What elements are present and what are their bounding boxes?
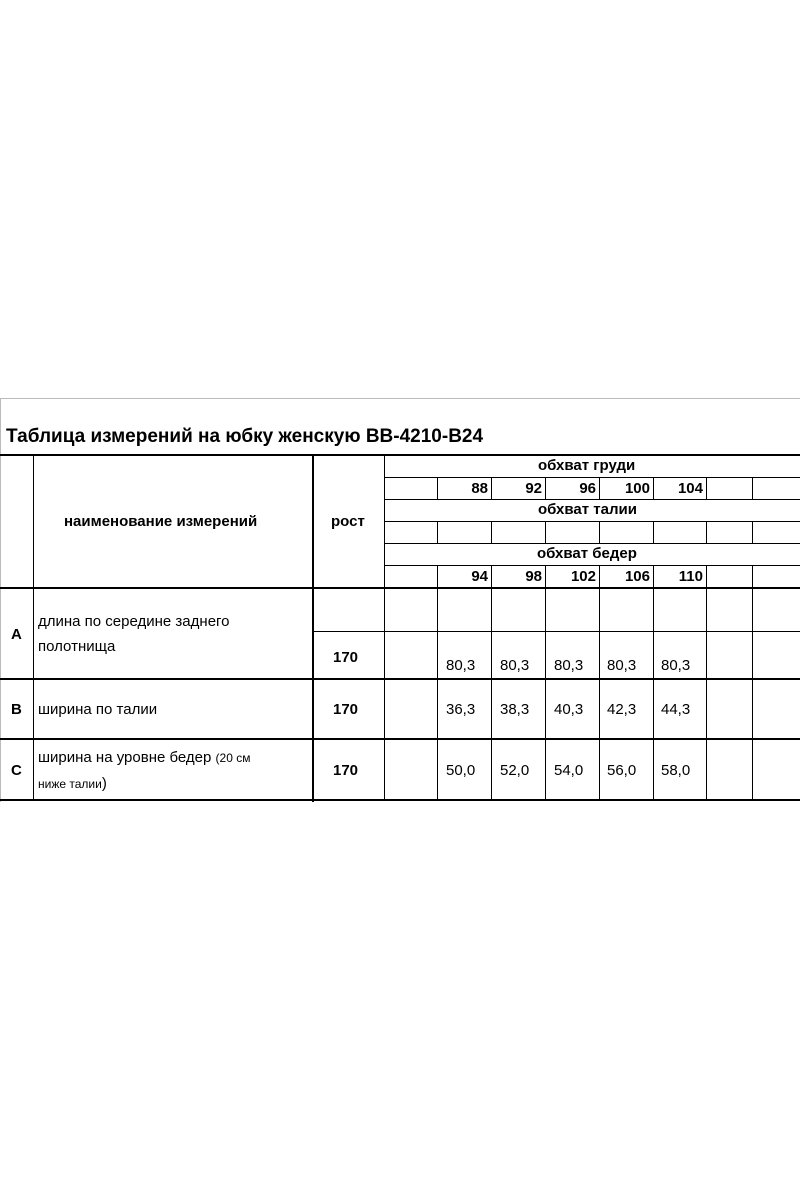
sheet-top-border xyxy=(0,398,800,399)
row-c-letter: C xyxy=(11,762,22,779)
row-b-value-4: 42,3 xyxy=(607,701,637,718)
row-b-height: 170 xyxy=(333,701,359,718)
col-divider-7 xyxy=(752,477,753,800)
row-c-value-2: 52,0 xyxy=(500,762,530,779)
name-column-header: наименование измерений xyxy=(64,513,258,530)
measurement-sheet xyxy=(0,398,800,802)
hips-size-98: 98 xyxy=(525,568,542,585)
hdr-line-1 xyxy=(384,477,800,478)
chest-size-104: 104 xyxy=(677,480,703,497)
row-a-value-3: 80,3 xyxy=(554,657,584,674)
row-c-value-3: 54,0 xyxy=(554,762,584,779)
row-b-letter: B xyxy=(11,701,22,718)
sheet-left-border xyxy=(0,398,1,802)
col-divider-5 xyxy=(653,477,654,800)
waist-label: обхват талии xyxy=(538,501,637,518)
row-b-bottom xyxy=(0,738,800,740)
col-divider-letter xyxy=(33,455,34,800)
hips-size-102: 102 xyxy=(570,568,596,585)
row-a-letter: A xyxy=(11,626,22,643)
row-b-value-3: 40,3 xyxy=(554,701,584,718)
col-divider-1 xyxy=(437,477,438,800)
row-a-split xyxy=(312,631,800,632)
row-b-value-5: 44,3 xyxy=(661,701,691,718)
hips-size-106: 106 xyxy=(624,568,650,585)
table-title: Таблица измерений на юбку женскую ВВ-4210-В24 xyxy=(6,426,484,447)
height-column-header: рост xyxy=(331,513,365,530)
row-b-value-1: 36,3 xyxy=(446,701,476,718)
hdr-line-5 xyxy=(384,565,800,566)
row-c-value-5: 58,0 xyxy=(661,762,691,779)
row-a-value-1: 80,3 xyxy=(446,657,476,674)
row-a-name-line2: полотнища xyxy=(38,638,116,655)
row-a-value-4: 80,3 xyxy=(607,657,637,674)
hips-size-94: 94 xyxy=(471,568,488,585)
chest-size-96: 96 xyxy=(579,480,596,497)
col-divider-6 xyxy=(706,477,707,800)
row-c-name-line2 xyxy=(38,776,107,792)
row-c-name-note2: ниже талии xyxy=(38,777,102,791)
row-c-name-main: ширина на уровне бедер xyxy=(38,749,212,766)
col-divider-name xyxy=(312,455,314,802)
row-a-height: 170 xyxy=(333,649,359,666)
row-a-bottom xyxy=(0,678,800,680)
chest-size-88: 88 xyxy=(471,480,488,497)
hdr-line-3 xyxy=(384,521,800,522)
row-c-bottom xyxy=(0,799,800,801)
row-a-name-line1: длина по середине заднего xyxy=(38,613,230,630)
row-c-name-note: (20 см xyxy=(215,751,251,765)
row-c-height: 170 xyxy=(333,762,359,779)
row-a-value-5: 80,3 xyxy=(661,657,691,674)
row-c-value-4: 56,0 xyxy=(607,762,637,779)
row-b-name: ширина по талии xyxy=(38,701,158,718)
col-divider-3 xyxy=(545,477,546,800)
hips-label: обхват бедер xyxy=(537,545,637,562)
hips-size-110: 110 xyxy=(678,568,703,585)
chest-label: обхват груди xyxy=(538,457,636,474)
col-divider-4 xyxy=(599,477,600,800)
header-bottom-border xyxy=(0,587,800,589)
chest-size-100: 100 xyxy=(624,480,650,497)
row-a-value-2: 80,3 xyxy=(500,657,530,674)
row-c-value-1: 50,0 xyxy=(446,762,476,779)
row-b-value-2: 38,3 xyxy=(500,701,530,718)
chest-size-92: 92 xyxy=(525,480,542,497)
col-divider-2 xyxy=(491,477,492,800)
row-c-name-line1 xyxy=(38,750,250,765)
row-c-name-paren: ) xyxy=(101,775,107,792)
